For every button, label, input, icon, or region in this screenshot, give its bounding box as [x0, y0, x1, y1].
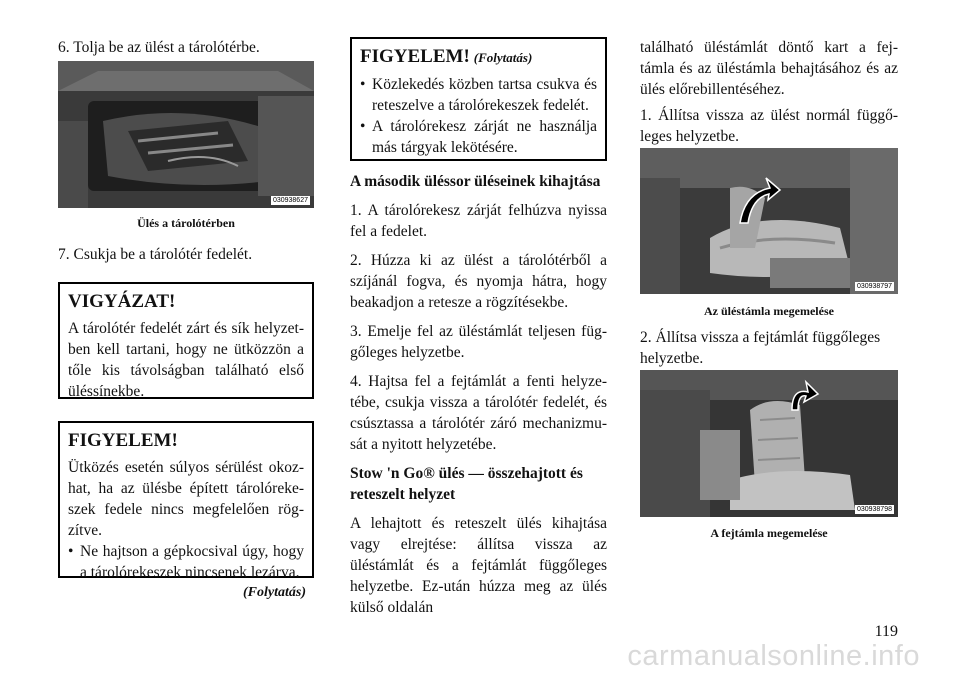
- warning-continued-title: [360, 45, 597, 70]
- warning-title: FIGYELEM!: [360, 46, 470, 67]
- warning-bullet: [68, 541, 304, 583]
- continued-label: (Folytatás): [243, 585, 306, 600]
- section-heading: A második üléssor üléseinek kihajtása: [350, 173, 601, 190]
- paragraph: található üléstámlát döntő kart a fej-támla és az üléstámla behajtásához és az ülés előrebillentéséhez.: [640, 39, 898, 98]
- caution-title: VIGYÁZAT!: [68, 291, 176, 312]
- warning-box: [58, 421, 314, 581]
- warning-bullet: [360, 116, 597, 158]
- paragraph: A lehajtott és reteszelt ülés kihajtása vagy elrejtése: állítsa vissza az üléstámlát és a fejtámlát függőleges helyzetbe. Ez-után húzza meg az ülés külső oldalán: [350, 515, 607, 616]
- step-6: 6. Tolja be az ülést a tárolótérbe.: [58, 39, 260, 56]
- step-1: 1. A tárolórekesz zárját felhúzva nyissa fel a fedelet.: [350, 202, 607, 240]
- bullet-dot: •: [360, 76, 366, 93]
- seat-in-storage-photo: [58, 61, 314, 208]
- bullet-dot: •: [68, 543, 74, 560]
- step-3: 3. Emelje fel az üléstámlát teljesen füg-gőleges helyzetbe.: [350, 323, 607, 361]
- photo-caption: A fejtámla megemelése: [710, 526, 828, 540]
- warning-bullet: [360, 74, 597, 116]
- section-heading: Stow 'n Go® ülés — összehajtott és reteszelt helyzet: [350, 465, 583, 503]
- col2-body: [350, 171, 607, 618]
- warning-text: Ütközés esetén súlyos sérülést okoz-hat, ha az ülésbe épített tárolóreke-szek fedele nincs megfelelően rög-zítve.: [68, 459, 304, 539]
- seatback-raise-photo: [640, 148, 898, 294]
- page-number: 119: [874, 623, 898, 640]
- watermark: carmanualsonline.info: [627, 640, 920, 672]
- step-2: 2. Húzza ki az ülést a tárolótérből a szíjánál fogva, és nyomja hátra, hogy beakadjon a retesze a rögzítésekbe.: [350, 252, 607, 311]
- photo-code: 030938797: [856, 283, 892, 290]
- photo-caption: Az üléstámla megemelése: [704, 304, 834, 318]
- warning-continued-box: [350, 37, 607, 161]
- step-1: 1. Állítsa vissza az ülést normál függő-leges helyzetbe.: [640, 107, 898, 145]
- warning-title: FIGYELEM!: [68, 430, 178, 451]
- caution-box: [58, 282, 314, 399]
- bullet-text: Közlekedés közben tartsa csukva és reteszelve a tárolórekeszek fedelét.: [372, 76, 597, 114]
- step-7: 7. Csukja be a tárolótér fedelét.: [58, 246, 253, 263]
- caution-text: A tárolótér fedelét zárt és sík helyzet-ben kell tartani, hogy ne ütközzön a tőle kis távolságban található első üléssínekbe.: [68, 320, 304, 400]
- photo-code: 030938627: [272, 197, 308, 204]
- headrest-raise-photo: [640, 370, 898, 517]
- step-2: 2. Állítsa vissza a fejtámlát függőleges helyzetbe.: [640, 329, 881, 367]
- bullet-dot: •: [360, 118, 366, 135]
- bullet-text: Ne hajtson a gépkocsival úgy, hogy a tárolórekeszek nincsenek lezárva.: [80, 543, 304, 581]
- step-4: 4. Hajtsa fel a fejtámlát a fenti helyze-tébe, csukja vissza a tárolótér fedelét, és csúsztassa a tárolótér záró mechanizmu-sát a nyitott helyzetébe.: [350, 373, 607, 453]
- warning-subtitle: (Folytatás): [473, 50, 533, 65]
- photo-caption: Ülés a tárolótérben: [137, 216, 235, 230]
- bullet-text: A tárolórekesz zárját ne használja más tárgyak lekötésére.: [372, 118, 597, 156]
- photo-code: 030938798: [856, 506, 892, 513]
